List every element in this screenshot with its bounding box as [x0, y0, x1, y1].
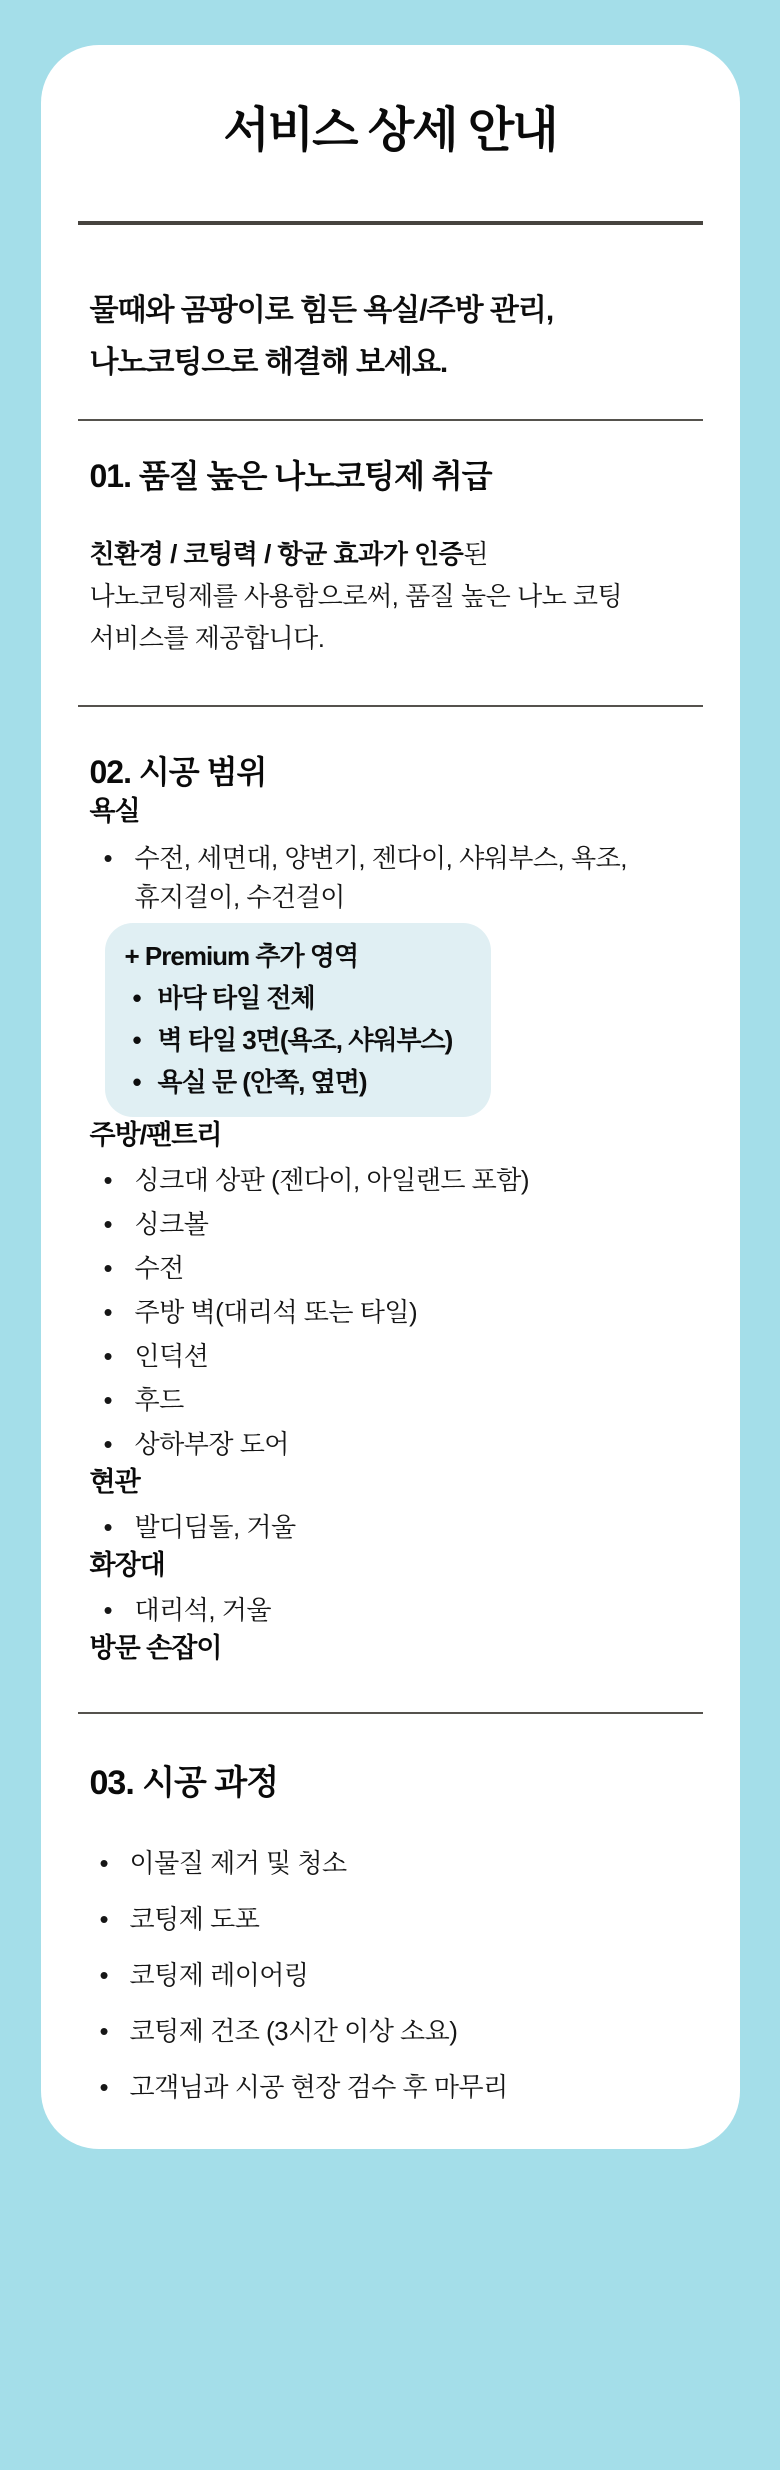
bathroom-items-line-1: 수전, 세면대, 양변기, 젠다이, 샤워부스, 욕조, [134, 843, 627, 873]
group-label-kitchen: 주방/팬트리 [89, 1120, 222, 1150]
group-label-bathroom: 욕실 [89, 796, 140, 826]
bathroom-items-line-2: 휴지걸이, 수건걸이 [134, 882, 345, 912]
list-item [90, 839, 691, 917]
page-title: 서비스 상세 안내 [223, 104, 557, 157]
section-divider [78, 705, 703, 707]
kitchen-list [90, 1161, 691, 1464]
list-item: • 싱크대 상판 (젠다이, 아일랜드 포함) [90, 1161, 691, 1200]
section-divider [78, 1712, 703, 1714]
list-item: • 주방 벽(대리석 또는 타일) [90, 1293, 691, 1332]
list-item: • 발디딤돌, 거울 [90, 1508, 691, 1547]
premium-header: + Premium 추가 영역 [124, 941, 359, 971]
list-item: • 바닥 타일 전체 [125, 977, 471, 1019]
intro-text [90, 285, 691, 389]
section-02-heading: 02. 시공 범위 [89, 754, 267, 790]
section-01-heading: 01. 품질 높은 나노코팅제 취급 [89, 458, 492, 494]
list-item: • 후드 [90, 1381, 691, 1420]
section-03-heading: 03. 시공 과정 [89, 1764, 279, 1802]
process-list [90, 1844, 691, 2107]
entrance-list [90, 1508, 691, 1547]
intro-line-2: 나노코팅으로 해결해 보세요. [89, 346, 448, 379]
list-item: • 욕실 문 (안쪽, 옆면) [125, 1061, 471, 1103]
list-item: • 이물질 제거 및 청소 [90, 1844, 691, 1883]
list-item: • 대리석, 거울 [90, 1591, 691, 1630]
list-item: • 벽 타일 3면(욕조, 샤워부스) [125, 1019, 471, 1061]
certified-bold-text: 친환경 / 코팅력 / 항균 효과가 인증 [89, 539, 464, 569]
list-item: • 코팅제 도포 [90, 1900, 691, 1939]
section-divider [78, 419, 703, 421]
bathroom-list [90, 839, 691, 917]
body-line-2: 나노코팅제를 사용함으로써, 품질 높은 나노 코팅 [89, 581, 623, 611]
list-item: • 상하부장 도어 [90, 1425, 691, 1464]
section-01-body [90, 533, 691, 659]
title-divider [78, 221, 703, 225]
premium-box [105, 923, 491, 1117]
body-line-1-rest: 된 [463, 539, 488, 569]
list-item: • 인덕션 [90, 1337, 691, 1376]
premium-list [125, 977, 471, 1103]
group-label-entrance: 현관 [89, 1467, 140, 1497]
group-label-vanity: 화장대 [89, 1550, 165, 1580]
list-item: • 수전 [90, 1249, 691, 1288]
page-background [0, 45, 780, 2470]
vanity-list [90, 1591, 691, 1630]
list-item: • 코팅제 건조 (3시간 이상 소요) [90, 2012, 691, 2051]
group-label-door-handle: 방문 손잡이 [89, 1633, 222, 1663]
body-line-3: 서비스를 제공합니다. [89, 623, 325, 653]
intro-line-1: 물때와 곰팡이로 힘든 욕실/주방 관리, [89, 294, 554, 327]
list-item: • 고객님과 시공 현장 검수 후 마무리 [90, 2068, 691, 2107]
service-detail-card [41, 45, 740, 2149]
list-item: • 싱크볼 [90, 1205, 691, 1244]
list-item: • 코팅제 레이어링 [90, 1956, 691, 1995]
